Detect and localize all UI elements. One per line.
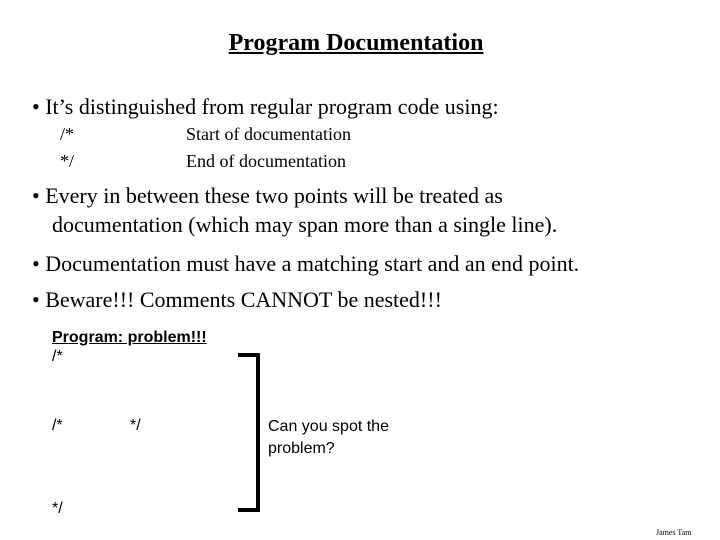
bullet-2-line-1: • Every in between these two points will be treated as	[32, 183, 503, 208]
example-heading: Program: problem!!!	[52, 329, 207, 346]
marker-start-description: Start of documentation	[186, 124, 351, 144]
marker-start-symbol: /*	[60, 124, 75, 144]
marker-end-symbol: */	[60, 151, 75, 171]
bullet-4: • Beware!!! Comments CANNOT be nested!!!	[32, 287, 442, 312]
example-open-inner: /*	[52, 417, 63, 434]
example-close-inner: */	[130, 417, 141, 434]
example-close-outer: */	[52, 500, 63, 517]
bullet-1: • It’s distinguished from regular program code using:	[32, 94, 499, 119]
bullet-2-line-2: documentation (which may span more than a single line).	[52, 212, 558, 237]
example-open-outer: /*	[52, 348, 63, 365]
bullet-3: • Documentation must have a matching start and an end point.	[32, 251, 580, 276]
marker-end-description: End of documentation	[186, 151, 346, 171]
callout-line-2: problem?	[268, 440, 335, 457]
callout-line-1: Can you spot the	[268, 418, 389, 435]
footer-author: James Tam	[656, 528, 692, 537]
page-title: Program Documentation	[228, 30, 484, 56]
